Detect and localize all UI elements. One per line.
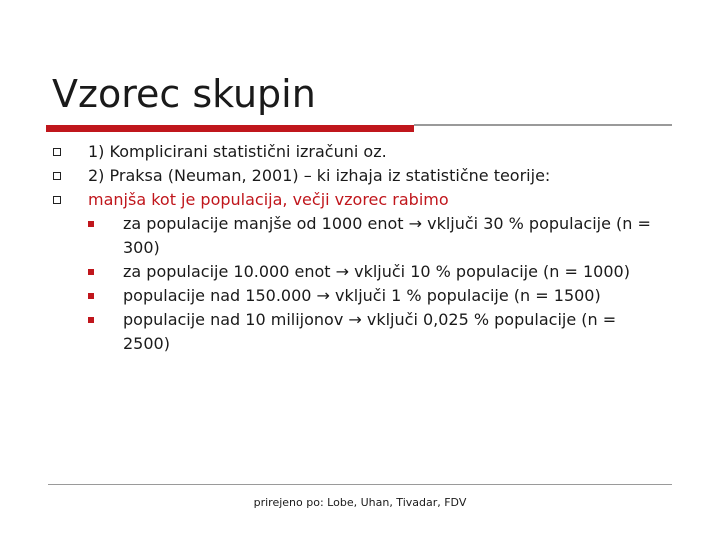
hollow-square-bullet-icon xyxy=(53,172,61,180)
bullet-item-1 xyxy=(50,140,660,164)
sub-bullet-item-3 xyxy=(50,284,660,308)
title-underline-red xyxy=(46,125,414,132)
filled-square-bullet-icon xyxy=(88,293,94,299)
hollow-square-bullet-icon xyxy=(53,148,61,156)
filled-square-bullet-icon xyxy=(88,221,94,227)
bullet-item-text: 1) Komplicirani statistični izračuni oz. xyxy=(88,142,387,161)
filled-square-bullet-icon xyxy=(88,269,94,275)
filled-square-bullet-icon xyxy=(88,317,94,323)
slide-content xyxy=(50,140,660,356)
slide-title: Vzorec skupin xyxy=(52,72,316,116)
bullet-item-2 xyxy=(50,164,660,188)
sub-bullet-text: za populacije manjše od 1000 enot → vključi 30 % populacije (n = 300) xyxy=(123,214,651,257)
title-underline-gray xyxy=(414,124,672,126)
bullet-item-text: 2) Praksa (Neuman, 2001) – ki izhaja iz statistične teorije: xyxy=(88,166,551,185)
sub-bullet-item-1 xyxy=(50,212,660,260)
sub-bullet-text: populacije nad 10 milijonov → vključi 0,025 % populacije (n = 2500) xyxy=(123,310,617,353)
hollow-square-bullet-icon xyxy=(53,196,61,204)
sub-bullet-text: za populacije 10.000 enot → vključi 10 % populacije (n = 1000) xyxy=(123,262,630,281)
bullet-item-3 xyxy=(50,188,660,212)
bullet-item-text: manjša kot je populacija, večji vzorec rabimo xyxy=(88,190,449,209)
footer-divider xyxy=(48,484,672,485)
sub-bullet-item-4 xyxy=(50,308,660,356)
slide-footer: prirejeno po: Lobe, Uhan, Tivadar, FDV xyxy=(253,496,467,509)
sub-bullet-item-2 xyxy=(50,260,660,284)
sub-bullet-text: populacije nad 150.000 → vključi 1 % populacije (n = 1500) xyxy=(123,286,601,305)
